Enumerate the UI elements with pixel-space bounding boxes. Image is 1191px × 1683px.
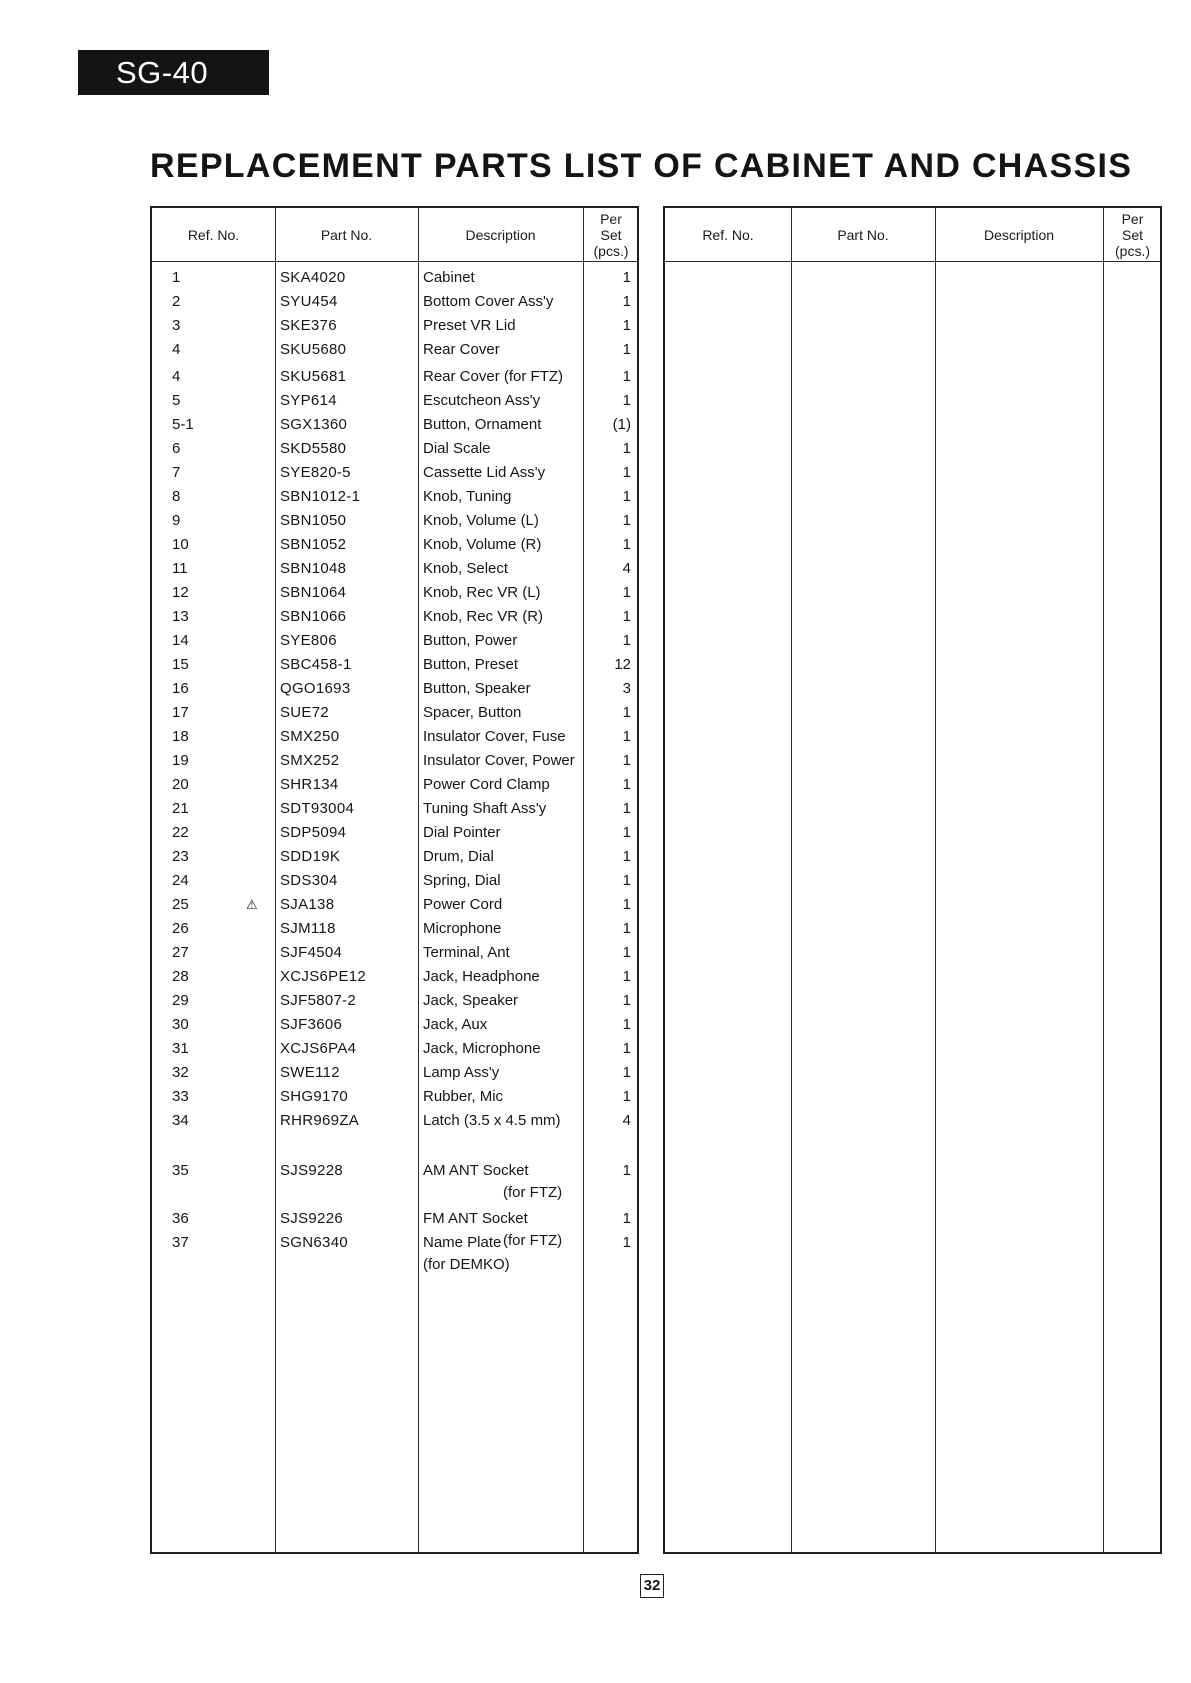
table-row	[152, 848, 637, 872]
ref-number: 1	[172, 269, 181, 286]
quantity: 1	[622, 512, 631, 529]
table-row	[152, 1064, 637, 1088]
column-header-part: Part No.	[320, 226, 373, 243]
quantity: 1	[622, 848, 631, 865]
ref-number: 10	[172, 536, 189, 553]
part-number: SBN1012-1	[280, 488, 361, 505]
description: Spacer, Button	[423, 704, 522, 721]
part-number: SHG9170	[280, 1088, 348, 1105]
ref-number: 4	[172, 368, 181, 385]
table-row	[152, 317, 637, 341]
table-row	[152, 1234, 637, 1273]
part-number: SKU5680	[280, 341, 347, 358]
description: Cassette Lid Ass'y	[423, 464, 546, 481]
ref-number: 32	[172, 1064, 189, 1081]
part-number: SJF4504	[280, 944, 343, 961]
part-number: QGO1693	[280, 680, 351, 697]
description: Rear Cover	[423, 341, 500, 358]
part-number: SJF3606	[280, 1016, 343, 1033]
quantity: 1	[622, 992, 631, 1009]
quantity: 1	[622, 752, 631, 769]
quantity: 12	[614, 656, 631, 673]
column-header-ref: Ref. No.	[187, 226, 240, 243]
ref-number: 26	[172, 920, 189, 937]
table-row	[152, 1040, 637, 1064]
quantity: 1	[622, 1162, 631, 1179]
description: Insulator Cover, Fuse	[423, 728, 566, 745]
part-number: SKE376	[280, 317, 337, 334]
quantity: 1	[622, 1210, 631, 1227]
quantity: 1	[622, 536, 631, 553]
ref-number: 37	[172, 1234, 189, 1251]
part-number: SJS9228	[280, 1162, 343, 1179]
quantity: 4	[622, 560, 631, 577]
ref-number: 5	[172, 392, 181, 409]
quantity: 1	[622, 584, 631, 601]
table-row	[152, 992, 637, 1016]
description: Lamp Ass'y	[423, 1064, 500, 1081]
table-row	[152, 392, 637, 416]
description: Tuning Shaft Ass'y	[423, 800, 547, 817]
description: Insulator Cover, Power	[423, 752, 575, 769]
table-row	[152, 632, 637, 656]
column-divider	[791, 208, 792, 1552]
description: Rubber, Mic	[423, 1088, 504, 1105]
description: Button, Speaker	[423, 680, 531, 697]
table-row	[152, 464, 637, 488]
part-number: SYU454	[280, 293, 338, 310]
column-header-description: Description	[983, 226, 1055, 243]
quantity: 1	[622, 368, 631, 385]
table-row	[152, 752, 637, 776]
ref-number: 33	[172, 1088, 189, 1105]
description: Knob, Select	[423, 560, 509, 577]
model-badge: SG-40	[78, 50, 269, 95]
table-row	[152, 1016, 637, 1040]
description: Preset VR Lid	[423, 317, 516, 334]
table-row	[152, 728, 637, 752]
quantity: 1	[622, 944, 631, 961]
quantity: 1	[622, 440, 631, 457]
table-row	[152, 512, 637, 536]
description: FM ANT Socket	[423, 1210, 528, 1227]
ref-number: 18	[172, 728, 189, 745]
ref-number: 29	[172, 992, 189, 1009]
quantity: 1	[622, 1064, 631, 1081]
description: Escutcheon Ass'y	[423, 392, 541, 409]
part-number: SBN1064	[280, 584, 347, 601]
column-header-qty: Per Set (pcs.)	[593, 210, 629, 259]
table-row	[152, 1112, 637, 1136]
part-number: SKD5580	[280, 440, 347, 457]
parts-table-right	[663, 206, 1162, 1554]
table-row	[152, 584, 637, 608]
part-number: SBN1048	[280, 560, 347, 577]
ref-number: 19	[172, 752, 189, 769]
ref-number: 5-1	[172, 416, 194, 433]
ref-number: 35	[172, 1162, 189, 1179]
part-number: SYP614	[280, 392, 337, 409]
quantity: 1	[622, 968, 631, 985]
table-row	[152, 872, 637, 896]
table-row	[152, 896, 637, 920]
quantity: 1	[622, 293, 631, 310]
description: Jack, Speaker	[423, 992, 519, 1009]
ref-number: 17	[172, 704, 189, 721]
ref-number: 6	[172, 440, 181, 457]
ref-number: 31	[172, 1040, 189, 1057]
table-row	[152, 269, 637, 293]
quantity: 1	[622, 1234, 631, 1251]
table-row	[152, 536, 637, 560]
ref-number: 4	[172, 341, 181, 358]
ref-number: 25	[172, 896, 189, 913]
ref-number: 22	[172, 824, 189, 841]
table-row	[152, 1088, 637, 1112]
table-row	[152, 1162, 637, 1201]
table-row	[152, 920, 637, 944]
table-row	[152, 656, 637, 680]
description: Knob, Rec VR (R)	[423, 608, 544, 625]
description: Knob, Rec VR (L)	[423, 584, 541, 601]
quantity: 1	[622, 1016, 631, 1033]
description: Name Plate	[423, 1234, 502, 1251]
part-number: SYE806	[280, 632, 337, 649]
description: Jack, Microphone	[423, 1040, 541, 1057]
table-row	[152, 416, 637, 440]
quantity: 1	[622, 824, 631, 841]
ref-number: 28	[172, 968, 189, 985]
quantity: 1	[622, 488, 631, 505]
ref-number: 8	[172, 488, 181, 505]
column-header-ref: Ref. No.	[702, 226, 754, 243]
part-number: SWE112	[280, 1064, 340, 1081]
part-number: SGN6340	[280, 1234, 348, 1251]
description: Dial Scale	[423, 440, 491, 457]
column-divider	[935, 208, 936, 1552]
part-number: SMX252	[280, 752, 340, 769]
ref-number: 16	[172, 680, 189, 697]
part-number: XCJS6PA4	[280, 1040, 357, 1057]
quantity: 1	[622, 776, 631, 793]
description: Knob, Tuning	[423, 488, 512, 505]
quantity: 1	[622, 896, 631, 913]
ref-number: 11	[172, 560, 188, 577]
part-number: SGX1360	[280, 416, 348, 433]
quantity: 1	[622, 632, 631, 649]
table-row	[152, 368, 637, 392]
part-number: SJF5807-2	[280, 992, 357, 1009]
part-number: SDP5094	[280, 824, 347, 841]
column-divider	[1103, 208, 1104, 1552]
part-number: SYE820-5	[280, 464, 351, 481]
quantity: 1	[622, 728, 631, 745]
ref-number: 14	[172, 632, 189, 649]
description: Dial Pointer	[423, 824, 501, 841]
safety-warning-icon: ⚠	[246, 897, 258, 912]
ref-number: 15	[172, 656, 189, 673]
description: Power Cord	[423, 896, 503, 913]
quantity: 1	[622, 800, 631, 817]
description: Bottom Cover Ass'y	[423, 293, 554, 310]
quantity: 1	[622, 704, 631, 721]
part-number: SDD19K	[280, 848, 341, 865]
part-number: SHR134	[280, 776, 339, 793]
ref-number: 34	[172, 1112, 189, 1129]
part-number: SKA4020	[280, 269, 346, 286]
quantity: 1	[622, 392, 631, 409]
table-row	[152, 968, 637, 992]
part-number: SDS304	[280, 872, 338, 889]
quantity: 1	[622, 1088, 631, 1105]
quantity: 1	[622, 920, 631, 937]
description: Knob, Volume (R)	[423, 536, 542, 553]
quantity: 1	[622, 608, 631, 625]
ref-number: 20	[172, 776, 189, 793]
quantity: 1	[622, 464, 631, 481]
table-row	[152, 608, 637, 632]
quantity: 1	[622, 269, 631, 286]
page-number: 32	[640, 1574, 664, 1598]
ref-number: 36	[172, 1210, 189, 1227]
description: Latch (3.5 x 4.5 mm)	[423, 1112, 561, 1129]
quantity: 4	[622, 1112, 631, 1129]
ref-number: 27	[172, 944, 189, 961]
quantity: 3	[622, 680, 631, 697]
description: AM ANT Socket	[423, 1162, 529, 1179]
column-header-description: Description	[465, 226, 536, 243]
ref-number: 12	[172, 584, 189, 601]
description-note: (for FTZ)	[503, 1184, 563, 1201]
quantity: 1	[622, 1040, 631, 1057]
table-row	[152, 800, 637, 824]
page-title: REPLACEMENT PARTS LIST OF CABINET AND CHASSIS	[150, 147, 1133, 185]
ref-number: 23	[172, 848, 189, 865]
description: Knob, Volume (L)	[423, 512, 539, 529]
ref-number: 7	[172, 464, 181, 481]
table-row	[152, 680, 637, 704]
description: Spring, Dial	[423, 872, 501, 889]
description: Button, Preset	[423, 656, 519, 673]
ref-number: 3	[172, 317, 181, 334]
part-number: SJM118	[280, 920, 336, 937]
ref-number: 21	[172, 800, 189, 817]
description: Rear Cover (for FTZ)	[423, 368, 564, 385]
table-row	[152, 704, 637, 728]
table-row	[152, 341, 637, 365]
table-row	[152, 560, 637, 584]
ref-number: 24	[172, 872, 189, 889]
description: Drum, Dial	[423, 848, 494, 865]
ref-number: 9	[172, 512, 181, 529]
ref-number: 13	[172, 608, 189, 625]
description: Microphone	[423, 920, 502, 937]
table-row	[152, 293, 637, 317]
description: Power Cord Clamp	[423, 776, 550, 793]
part-number: SJS9226	[280, 1210, 343, 1227]
part-number: RHR969ZA	[280, 1112, 360, 1129]
description: Button, Power	[423, 632, 518, 649]
quantity: (1)	[612, 416, 631, 433]
part-number: SUE72	[280, 704, 330, 721]
part-number: SBN1050	[280, 512, 347, 529]
column-header-part: Part No.	[837, 226, 889, 243]
description: Jack, Aux	[423, 1016, 488, 1033]
part-number: SBN1066	[280, 608, 347, 625]
description-note: (for DEMKO)	[423, 1256, 510, 1273]
part-number: SKU5681	[280, 368, 347, 385]
part-number: SMX250	[280, 728, 340, 745]
table-row	[152, 944, 637, 968]
ref-number: 2	[172, 293, 181, 310]
description: Jack, Headphone	[423, 968, 540, 985]
description: Terminal, Ant	[423, 944, 510, 961]
table-row	[152, 440, 637, 464]
part-number: SBC458-1	[280, 656, 352, 673]
header-divider	[665, 261, 1160, 262]
part-number: SJA138	[280, 896, 335, 913]
part-number: SDT93004	[280, 800, 355, 817]
quantity: 1	[622, 317, 631, 334]
part-number: SBN1052	[280, 536, 347, 553]
column-header-qty: Per Set (pcs.)	[1115, 210, 1150, 259]
ref-number: 30	[172, 1016, 189, 1033]
description: Button, Ornament	[423, 416, 542, 433]
description-note: (for FTZ)	[503, 1232, 563, 1249]
table-row	[152, 776, 637, 800]
quantity: 1	[622, 341, 631, 358]
table-row	[152, 824, 637, 848]
description: Cabinet	[423, 269, 475, 286]
header-divider	[152, 261, 637, 262]
parts-table-left	[150, 206, 639, 1554]
table-row	[152, 488, 637, 512]
part-number: XCJS6PE12	[280, 968, 367, 985]
quantity: 1	[622, 872, 631, 889]
